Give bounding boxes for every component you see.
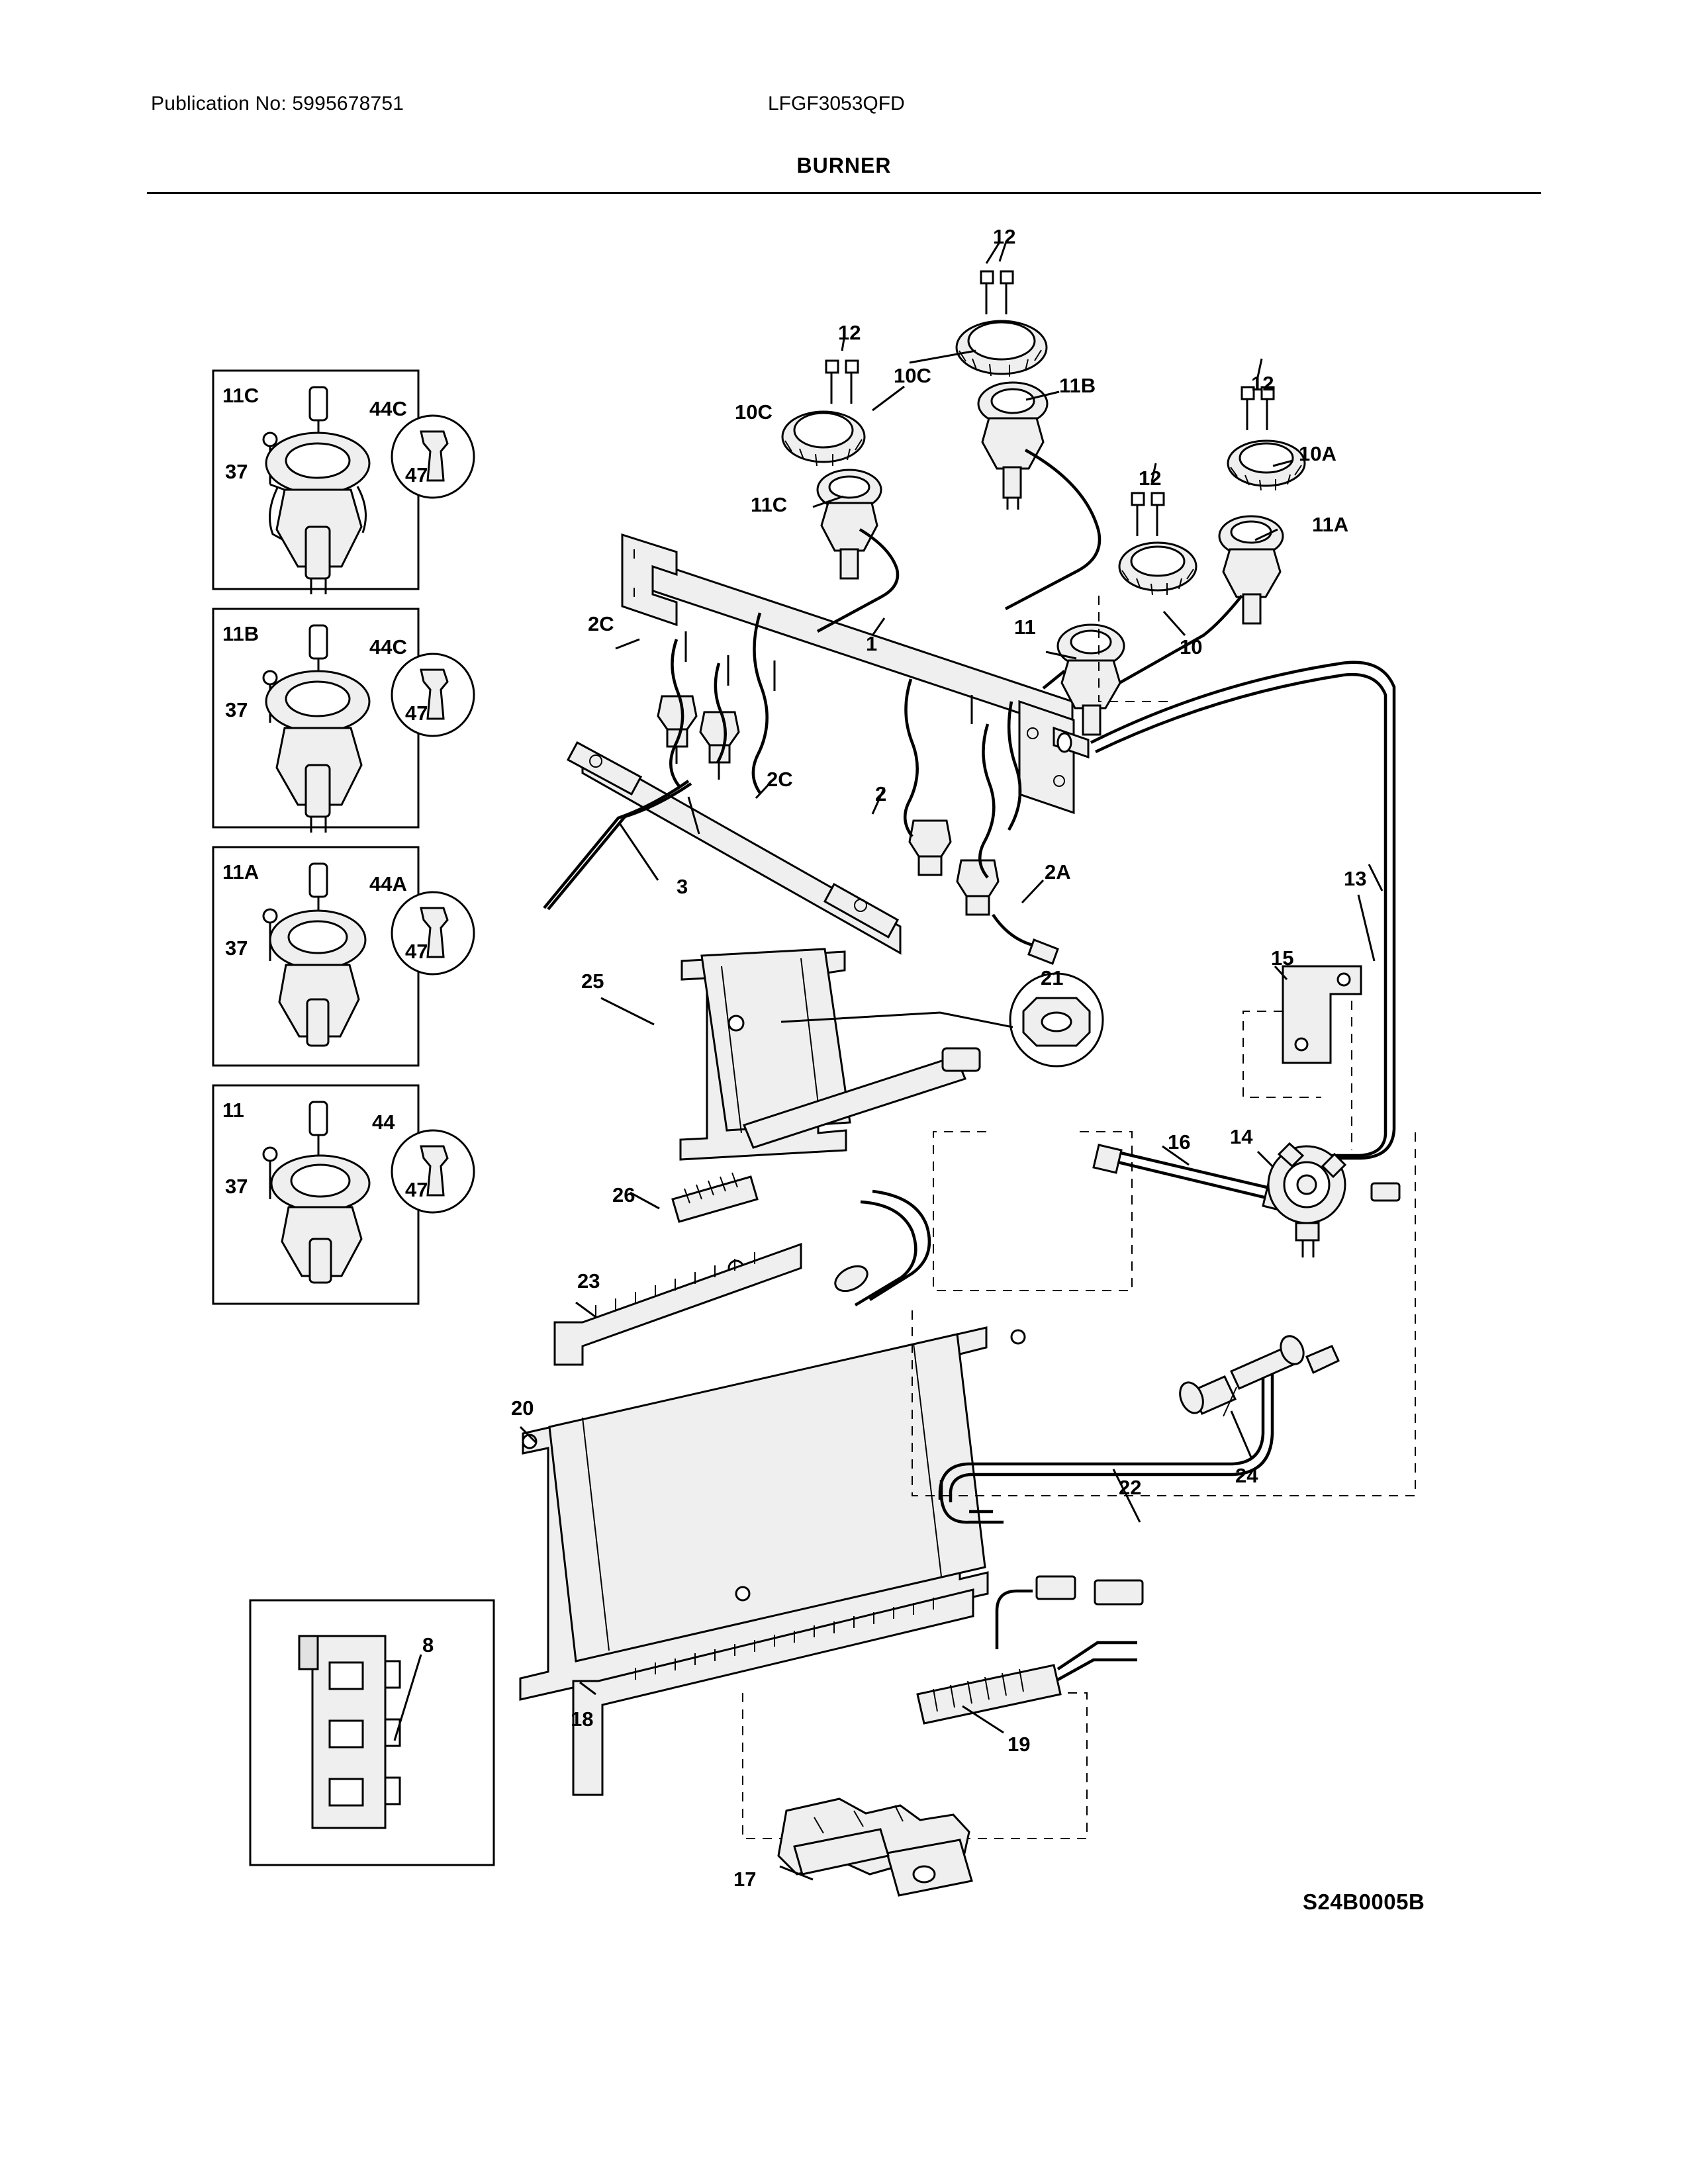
callout-18: 18 [571, 1707, 594, 1731]
bracket-15 [1243, 966, 1361, 1150]
callout-20: 20 [511, 1396, 534, 1420]
inset-8 [250, 1600, 494, 1865]
inset-screw-label-11: 37 [225, 1175, 248, 1198]
callout-15: 15 [1271, 946, 1294, 970]
callout-11B: 11B [1059, 374, 1096, 397]
callout-10C-upper: 10C [894, 364, 931, 387]
inset-label-11A: 11A [222, 860, 259, 884]
callout-10: 10 [1180, 635, 1203, 659]
inset-cap-label-11A: 44A [369, 872, 407, 895]
valve-2 [910, 821, 951, 875]
callout-17: 17 [733, 1868, 757, 1891]
callout-19: 19 [1008, 1733, 1031, 1756]
valve-14 [1268, 1144, 1345, 1257]
inset-screw-label-11B: 37 [225, 698, 248, 721]
inset-detail-label-11: 47 [405, 1178, 428, 1201]
callout-2A: 2A [1045, 860, 1071, 884]
fitting-24 [1176, 1332, 1307, 1416]
burner-body-11C [818, 470, 898, 631]
callout-16: 16 [1168, 1130, 1191, 1154]
callout-8: 8 [422, 1633, 434, 1657]
callout-24: 24 [1235, 1464, 1258, 1487]
burner-cap-10 [1119, 543, 1196, 595]
inset-label-11: 11 [222, 1099, 244, 1122]
callout-1: 1 [866, 632, 878, 655]
callout-25: 25 [581, 970, 604, 993]
screws-12-left [826, 335, 858, 404]
burner-cap-10C-left [782, 412, 865, 466]
callout-3: 3 [677, 875, 688, 898]
inset-cap-label-11C: 44C [369, 397, 407, 420]
callout-22: 22 [1119, 1476, 1142, 1499]
callout-21: 21 [1041, 966, 1064, 989]
panel-25 [673, 949, 1103, 1275]
model-number: LFGF3053QFD [768, 93, 905, 114]
inset-detail-label-11B: 47 [405, 702, 428, 725]
inset-cap-label-11: 44 [372, 1111, 395, 1134]
callout-2C-left: 2C [588, 612, 614, 635]
callout-11: 11 [1014, 615, 1036, 639]
callout-11C: 11C [751, 493, 788, 516]
valve-2C-left [658, 696, 696, 764]
callout-26: 26 [612, 1183, 635, 1206]
inset-label-11B: 11B [222, 622, 259, 645]
tube-16 [1094, 1145, 1295, 1212]
callout-12-left: 12 [838, 321, 861, 344]
inset-screw-label-11C: 37 [225, 460, 248, 483]
callout-12-right: 12 [1251, 372, 1274, 395]
inset-detail-label-11A: 47 [405, 940, 428, 963]
callout-2: 2 [875, 782, 887, 805]
callout-11A: 11A [1312, 513, 1349, 536]
inset-cap-label-11B: 44C [369, 635, 407, 659]
callout-12-center: 12 [1139, 467, 1162, 490]
callout-14: 14 [1230, 1125, 1253, 1148]
callout-12-top: 12 [993, 225, 1016, 248]
callout-10C-left: 10C [735, 400, 773, 424]
callout-13: 13 [1344, 867, 1367, 890]
inset-11 [213, 1085, 474, 1304]
oven-burner-17 [778, 1799, 972, 1895]
rail-23 [555, 1244, 801, 1365]
callout-10A: 10A [1299, 442, 1336, 465]
burner-cap-10A [1228, 441, 1305, 490]
inset-label-11C: 11C [222, 384, 259, 407]
valve-2C-right [700, 712, 739, 780]
burner-cap-10C-upper [957, 321, 1047, 377]
valve-2A [957, 860, 998, 915]
burner-body-11B [978, 383, 1100, 609]
callout-2C-right: 2C [767, 768, 793, 791]
figure-code: S24B0005B [1303, 1889, 1425, 1914]
inset-detail-label-11C: 47 [405, 463, 428, 486]
publication-number: Publication No: 5995678751 [151, 93, 404, 114]
screws-12-top [981, 242, 1013, 314]
page-title: BURNER [796, 154, 892, 177]
inset-screw-label-11A: 37 [225, 936, 248, 960]
callout-23: 23 [577, 1269, 600, 1293]
tube-13 [1091, 662, 1394, 1158]
